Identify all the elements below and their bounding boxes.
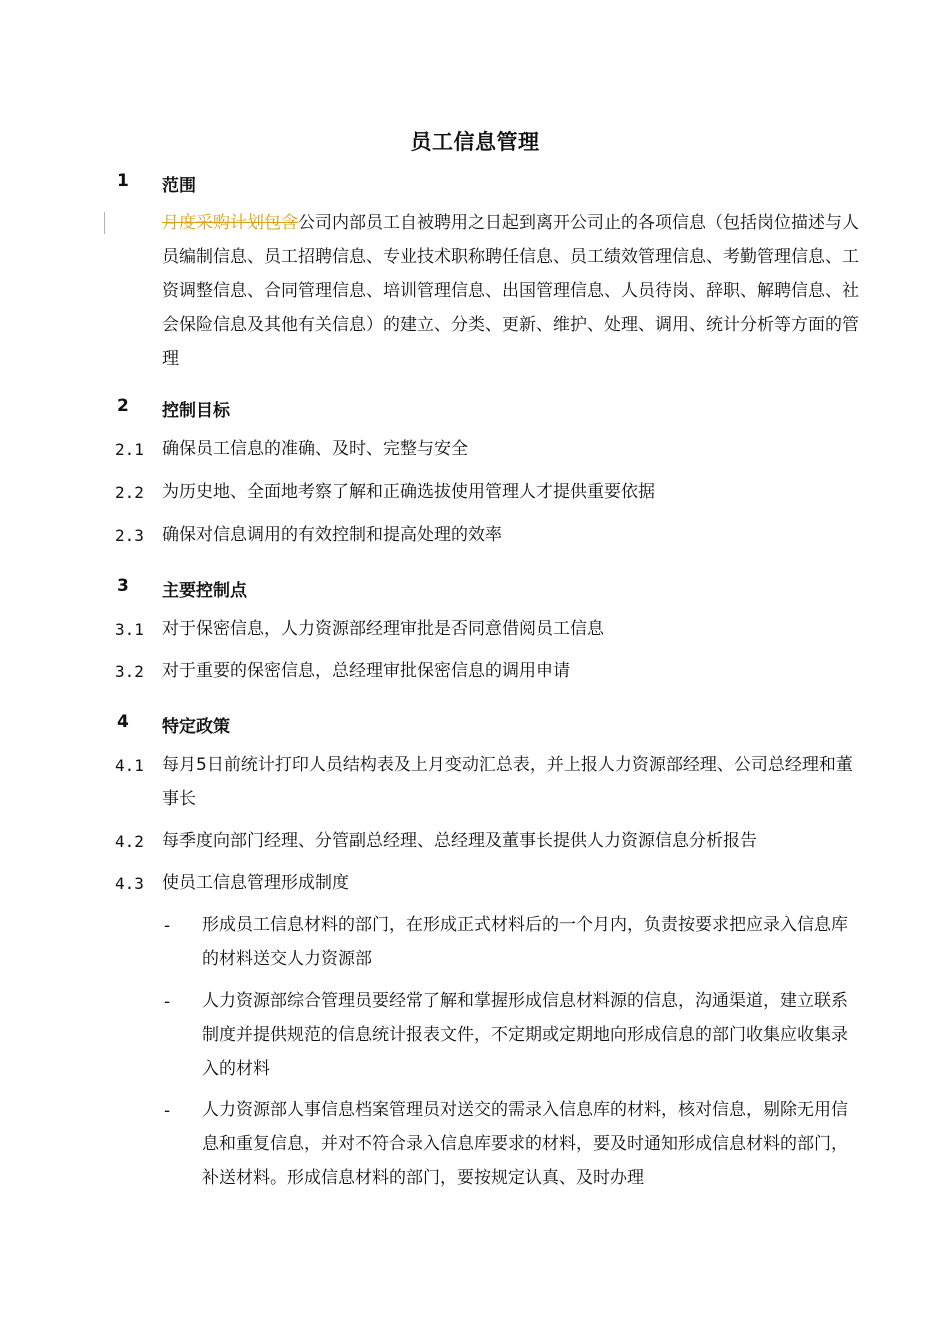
bullet-3-mark: - bbox=[164, 1101, 171, 1121]
item-2-1-number: 2.1 bbox=[115, 440, 144, 459]
item-3-2-number: 3.2 bbox=[115, 662, 144, 681]
bullet-2-text: 人力资源部综合管理员要经常了解和掌握形成信息材料源的信息，沟通渠道，建立联系制度并提供规范的信息统计报表文件，不定期或定期地向形成信息的部门收集应收集录入的材料 bbox=[202, 991, 848, 1079]
item-4-1-text: 每月5日前统计打印人员结构表及上月变动汇总表，并上报人力资源部经理、公司总经理和董事长 bbox=[162, 755, 853, 809]
bullet-3-text: 人力资源部人事信息档案管理员对送交的需录入信息库的材料，核对信息，剔除无用信息和重复信息，并对不符合录入信息库要求的材料，要及时通知形成信息材料的部门，补送材料。形成信息材料的部门，要按规定认真、及时办理 bbox=[202, 1100, 848, 1188]
revision-change-bar bbox=[104, 212, 105, 234]
section-1-paragraph bbox=[162, 206, 867, 376]
section-1-body: 公司内部员工自被聘用之日起到离开公司止的各项信息（包括岗位描述与人员编制信息、员工招聘信息、专业技术职称聘任信息、员工绩效管理信息、考勤管理信息、工资调整信息、合同管理信息、培训管理信息、出国管理信息、人员待岗、辞职、解聘信息、社会保险信息及其他有关信息）的建立、分类、更新、维护、处理、调用、统计分析等方面的管理 bbox=[162, 213, 859, 369]
section-4-number: 4 bbox=[117, 712, 129, 732]
item-3-2-text: 对于重要的保密信息，总经理审批保密信息的调用申请 bbox=[162, 661, 570, 681]
section-4-title: 特定政策 bbox=[162, 717, 230, 737]
tracked-deletion: 月度采购计划包含 bbox=[162, 213, 298, 233]
item-2-3-text: 确保对信息调用的有效控制和提高处理的效率 bbox=[162, 525, 502, 545]
document-title: 员工信息管理 bbox=[410, 130, 540, 154]
section-1-number: 1 bbox=[117, 171, 129, 191]
section-3-title: 主要控制点 bbox=[162, 581, 247, 601]
bullet-1-mark: - bbox=[164, 916, 171, 936]
item-4-1-number: 4.1 bbox=[115, 756, 144, 775]
item-4-3-number: 4.3 bbox=[115, 874, 144, 893]
item-2-2-text: 为历史地、全面地考察了解和正确选拔使用管理人才提供重要依据 bbox=[162, 482, 655, 502]
item-2-2-number: 2.2 bbox=[115, 483, 144, 502]
item-2-3-number: 2.3 bbox=[115, 526, 144, 545]
item-4-2-number: 4.2 bbox=[115, 832, 144, 851]
item-4-3-text: 使员工信息管理形成制度 bbox=[162, 873, 349, 893]
section-2-number: 2 bbox=[117, 396, 129, 416]
item-2-1-text: 确保员工信息的准确、及时、完整与安全 bbox=[162, 439, 468, 459]
item-3-1-number: 3.1 bbox=[115, 620, 144, 639]
item-4-2-text: 每季度向部门经理、分管副总经理、总经理及董事长提供人力资源信息分析报告 bbox=[162, 831, 757, 851]
bullet-1-text: 形成员工信息材料的部门，在形成正式材料后的一个月内，负责按要求把应录入信息库的材料送交人力资源部 bbox=[202, 915, 848, 969]
section-2-title: 控制目标 bbox=[162, 401, 230, 421]
section-1-title: 范围 bbox=[162, 176, 196, 196]
item-3-1-text: 对于保密信息，人力资源部经理审批是否同意借阅员工信息 bbox=[162, 619, 604, 639]
section-3-number: 3 bbox=[117, 576, 129, 596]
bullet-2-mark: - bbox=[164, 992, 171, 1012]
